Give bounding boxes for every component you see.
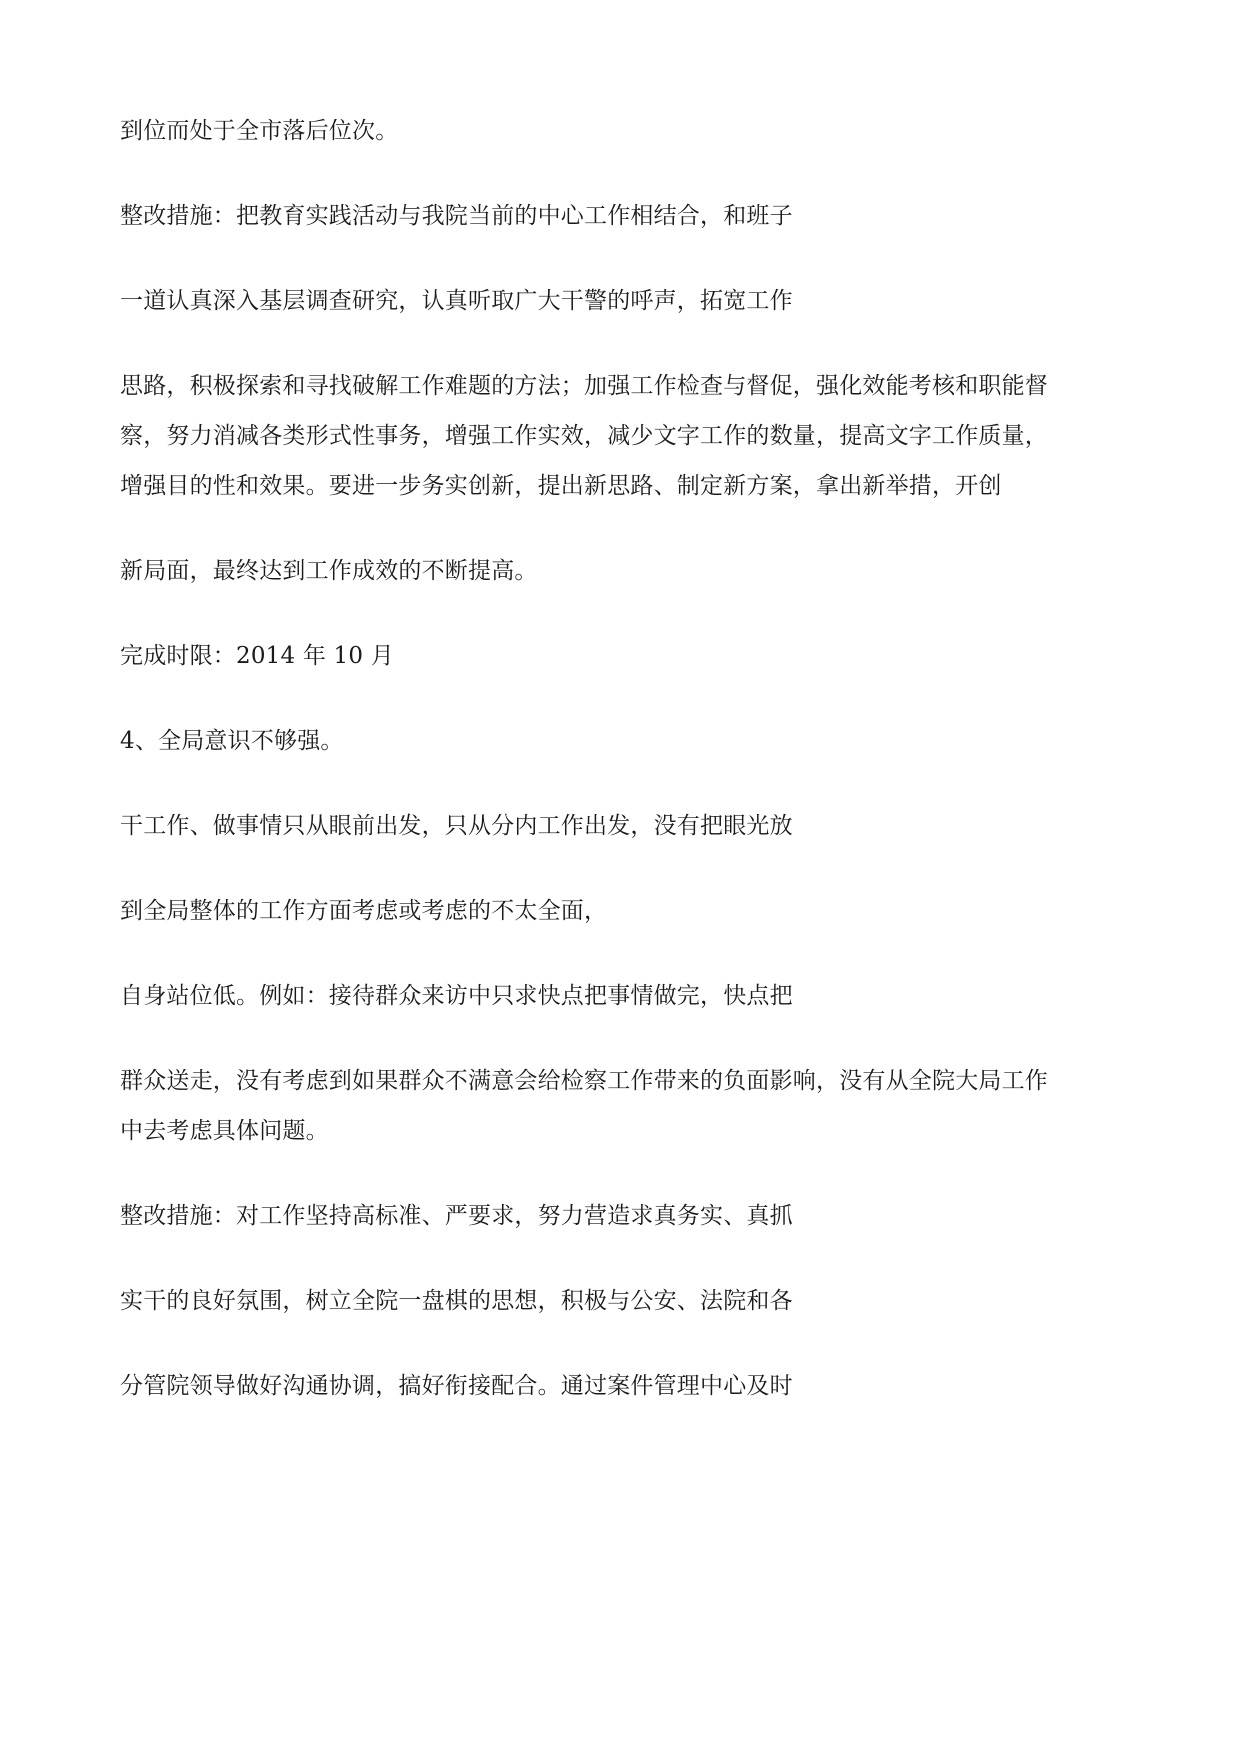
text-line: 实干的良好氛围，树立全院一盘棋的思想，积极与公安、法院和各 (120, 1288, 793, 1314)
text-line: 到全局整体的工作方面考虑或考虑的不太全面， (120, 898, 608, 924)
text-line: 整改措施：把教育实践活动与我院当前的中心工作相结合，和班子 (120, 203, 793, 229)
section-heading: 4、全局意识不够强。 (120, 728, 344, 754)
text-line: 完成时限：2014 年 10 月 (120, 643, 394, 669)
text-line: 增强目的性和效果。要进一步务实创新，提出新思路、制定新方案，拿出新举措，开创 (120, 473, 1002, 499)
text-line: 思路，积极探索和寻找破解工作难题的方法；加强工作检查与督促，强化效能考核和职能督 (120, 373, 1048, 399)
text-line: 分管院领导做好沟通协调，搞好衔接配合。通过案件管理中心及时 (120, 1373, 793, 1399)
text-line: 自身站位低。例如：接待群众来访中只求快点把事情做完，快点把 (120, 983, 793, 1009)
text-line: 干工作、做事情只从眼前出发，只从分内工作出发，没有把眼光放 (120, 813, 793, 839)
text-line: 察，努力消减各类形式性事务，增强工作实效，减少文字工作的数量，提高文字工作质量， (120, 423, 1048, 449)
text-line: 中去考虑具体问题。 (120, 1118, 329, 1144)
text-line: 群众送走，没有考虑到如果群众不满意会给检察工作带来的负面影响，没有从全院大局工作 (120, 1068, 1048, 1094)
text-line: 新局面，最终达到工作成效的不断提高。 (120, 558, 538, 584)
text-line: 一道认真深入基层调查研究，认真听取广大干警的呼声，拓宽工作 (120, 288, 793, 314)
text-line: 到位而处于全市落后位次。 (120, 118, 399, 144)
text-line: 整改措施：对工作坚持高标准、严要求，努力营造求真务实、真抓 (120, 1203, 793, 1229)
